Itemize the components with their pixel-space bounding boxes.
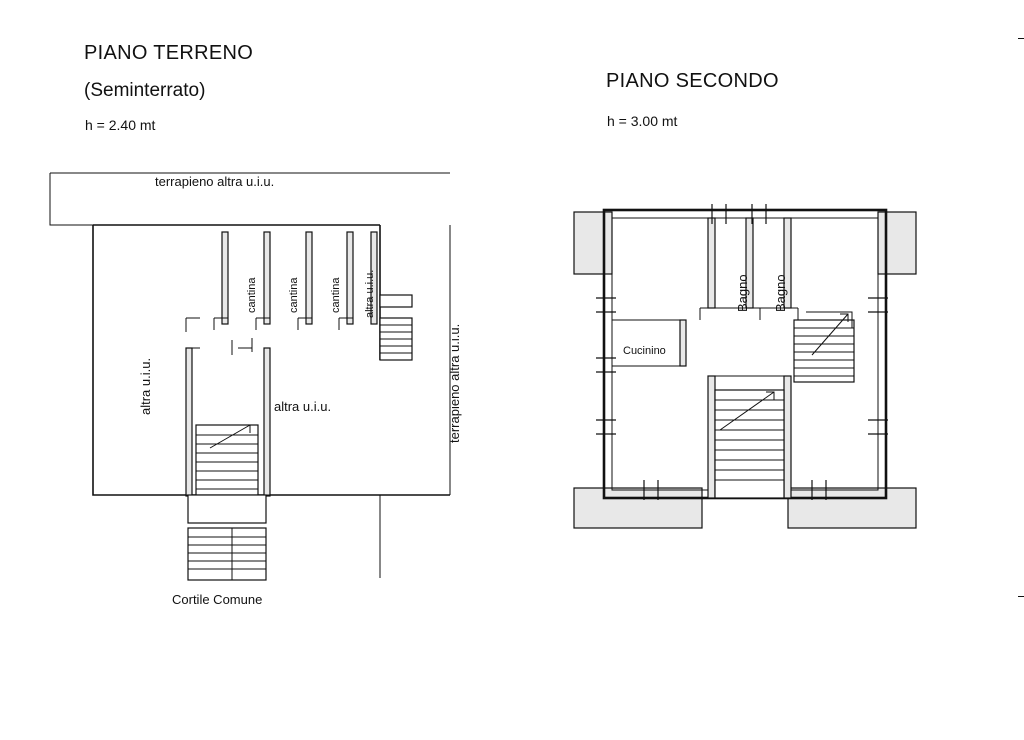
page-edge-tick-bottom	[1018, 596, 1024, 597]
left-plan-height-label: h = 2.40 mt	[85, 117, 156, 133]
left-plan-title-line1: PIANO TERRENO	[84, 42, 254, 64]
label-cortile-comune: Cortile Comune	[172, 592, 263, 607]
kitchenette-block	[596, 298, 686, 372]
right-plan-drawing	[560, 180, 980, 740]
kitchenette-right-wall	[680, 320, 686, 366]
landing	[188, 495, 266, 523]
balcony-top-right	[878, 212, 916, 274]
label-terrapieno-top: terrapieno altra u.i.u.	[155, 174, 275, 189]
basement-staircase	[196, 425, 258, 495]
central-stair-wall-left	[708, 376, 715, 498]
label-cantina-3: cantina	[330, 277, 342, 313]
label-altra-uiu-left: altra u.i.u.	[138, 357, 153, 415]
corridor-jamb-left	[186, 318, 200, 332]
cellar-wall-2	[264, 232, 270, 324]
central-staircase	[708, 376, 791, 498]
bath-wall-left	[708, 218, 715, 308]
bath-door-jamb-left	[700, 308, 716, 320]
balcony-bottom-left	[574, 488, 702, 528]
corridor-wall-left	[186, 348, 192, 496]
cellar-partitions	[186, 232, 377, 332]
left-plan-title-line2: (Seminterrato)	[84, 80, 206, 101]
left-plan-drawing	[0, 0, 520, 640]
central-stair-body	[715, 390, 784, 498]
upper-staircase	[794, 298, 888, 382]
left-boundary-bracket	[50, 173, 93, 225]
corridor-wall-right	[264, 348, 270, 496]
balcony-top-left	[574, 212, 612, 274]
cellar-wall-4	[347, 232, 353, 324]
label-altra-uiu-small: altra u.i.u.	[364, 269, 376, 318]
cellar-wall-3	[306, 232, 312, 324]
right-staircase	[380, 295, 412, 360]
exterior-staircase	[188, 495, 266, 580]
label-terrapieno-right: terrapieno altra u.i.u.	[447, 323, 462, 443]
right-stair-landing	[380, 295, 412, 307]
label-cucinino: Cucinino	[623, 345, 666, 357]
corridor-door-marks	[232, 338, 252, 355]
upper-stair-body	[794, 320, 854, 382]
outer-stair-body	[188, 528, 266, 580]
label-altra-uiu-center: altra u.i.u.	[274, 399, 332, 414]
central-stair-wall-right	[784, 376, 791, 498]
cellar-wall-1	[222, 232, 228, 324]
page-edge-tick-top	[1018, 38, 1024, 39]
balcony-bottom-right	[788, 488, 916, 528]
label-cantina-1: cantina	[246, 277, 258, 313]
right-plan-title: PIANO SECONDO	[606, 70, 779, 92]
label-cantina-2: cantina	[288, 277, 300, 313]
right-plan-height-label: h = 3.00 mt	[607, 113, 678, 129]
label-bagno-2: Bagno	[773, 274, 788, 312]
label-bagno-1: Bagno	[735, 274, 750, 312]
